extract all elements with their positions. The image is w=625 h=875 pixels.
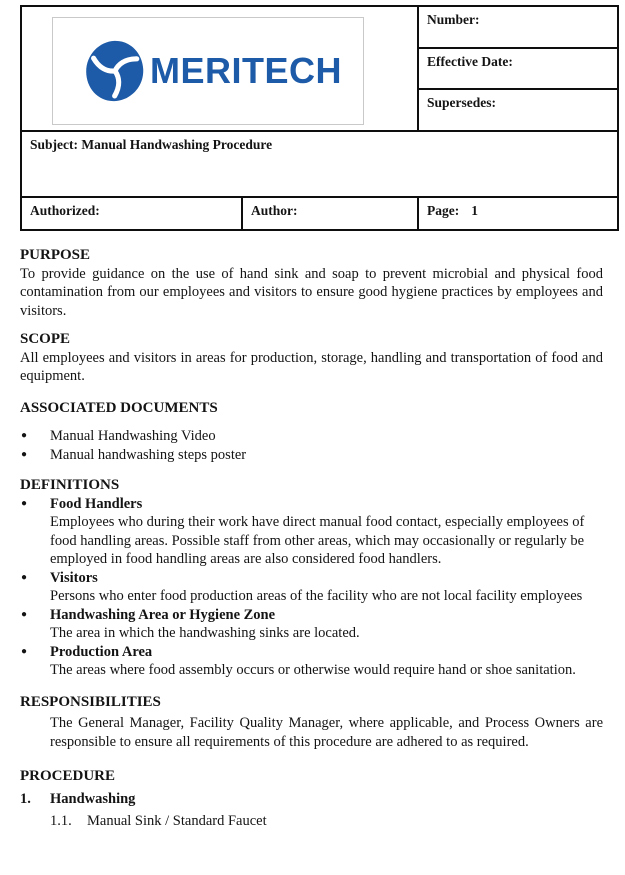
bullet-icon: ● — [21, 645, 28, 657]
procedure-item-number: 1. — [20, 790, 31, 807]
procedure-list — [20, 790, 603, 831]
list-item — [20, 446, 603, 465]
associated-document-name: Manual Handwashing Video — [50, 428, 216, 444]
procedure-subitem-text: Manual Sink / Standard Faucet — [87, 813, 267, 829]
effective-date-field — [418, 48, 618, 90]
page-number: 1 — [471, 203, 478, 218]
meritech-drop-icon — [83, 38, 147, 104]
definitions-list — [20, 495, 603, 680]
definition-term: Food Handlers — [50, 495, 143, 512]
bullet-icon: ● — [21, 497, 28, 509]
page-field — [418, 197, 618, 230]
definition-term: Production Area — [50, 643, 153, 660]
purpose-paragraph: To provide guidance on the use of hand sink and soap to prevent microbial and physical food contamination from our employees and visitors to ensure good hygiene practices by employees and visitors. — [20, 265, 603, 319]
bullet-icon: ● — [21, 608, 28, 620]
bullet-icon: ● — [21, 430, 28, 441]
document-body — [0, 231, 625, 831]
definition-description: Employees who during their work have direct manual food contact, especially employees of food handling areas. Possible staff from other areas, which may occasionally or regularly be employed in food handling areas are also considered food handlers. — [50, 514, 585, 567]
definition-item — [20, 569, 603, 606]
procedure-item-title: Handwashing — [50, 790, 136, 807]
procedure-item — [20, 790, 603, 809]
effective-date-label: Effective Date: — [427, 53, 513, 69]
number-field — [418, 6, 618, 48]
definition-term: Visitors — [50, 569, 98, 586]
authorized-field — [21, 197, 242, 230]
logo — [52, 17, 364, 125]
scope-paragraph: All employees and visitors in areas for production, storage, handling and transportation of food and equipment. — [20, 349, 603, 384]
responsibilities-heading: RESPONSIBILITIES — [20, 693, 161, 710]
page-label: Page: — [427, 203, 460, 218]
author-field — [242, 197, 418, 230]
bullet-icon: ● — [21, 571, 28, 583]
list-item — [20, 427, 603, 446]
number-label: Number: — [427, 12, 480, 27]
header-table — [20, 5, 619, 231]
supersedes-field — [418, 89, 618, 131]
definition-item — [20, 495, 603, 569]
definition-item — [20, 606, 603, 643]
definition-term: Handwashing Area or Hygiene Zone — [50, 606, 276, 623]
definition-item — [20, 643, 603, 680]
purpose-heading: PURPOSE — [20, 247, 91, 263]
author-label: Author: — [251, 203, 298, 218]
procedure-subitem — [50, 812, 603, 831]
logo-wordmark: MERITECH — [150, 50, 342, 91]
scope-heading: SCOPE — [20, 331, 71, 347]
supersedes-label: Supersedes: — [427, 95, 497, 111]
definition-description: Persons who enter food production areas of the facility who are not local facility employees — [50, 588, 583, 604]
logo-cell — [21, 6, 418, 131]
procedure-heading: PROCEDURE — [20, 768, 116, 784]
definition-description: The area in which the handwashing sinks are located. — [50, 625, 360, 641]
definitions-heading: DEFINITIONS — [20, 477, 120, 493]
bullet-icon: ● — [21, 448, 28, 460]
subject-cell — [21, 131, 618, 197]
associated-documents-list — [20, 427, 603, 464]
definition-description: The areas where food assembly occurs or otherwise would require hand or shoe sanitation. — [50, 662, 576, 678]
responsibilities-paragraph: The General Manager, Facility Quality Manager, where applicable, and Process Owners are responsible to ensure all requirements of this procedure are adhered to as required. — [50, 715, 603, 750]
procedure-subitem-number: 1.1. — [50, 813, 72, 829]
associated-documents-heading: ASSOCIATED DOCUMENTS — [20, 399, 218, 416]
authorized-label: Authorized: — [30, 203, 100, 218]
associated-document-name: Manual handwashing steps poster — [50, 446, 247, 463]
subject-text: Subject: Manual Handwashing Procedure — [30, 137, 273, 152]
